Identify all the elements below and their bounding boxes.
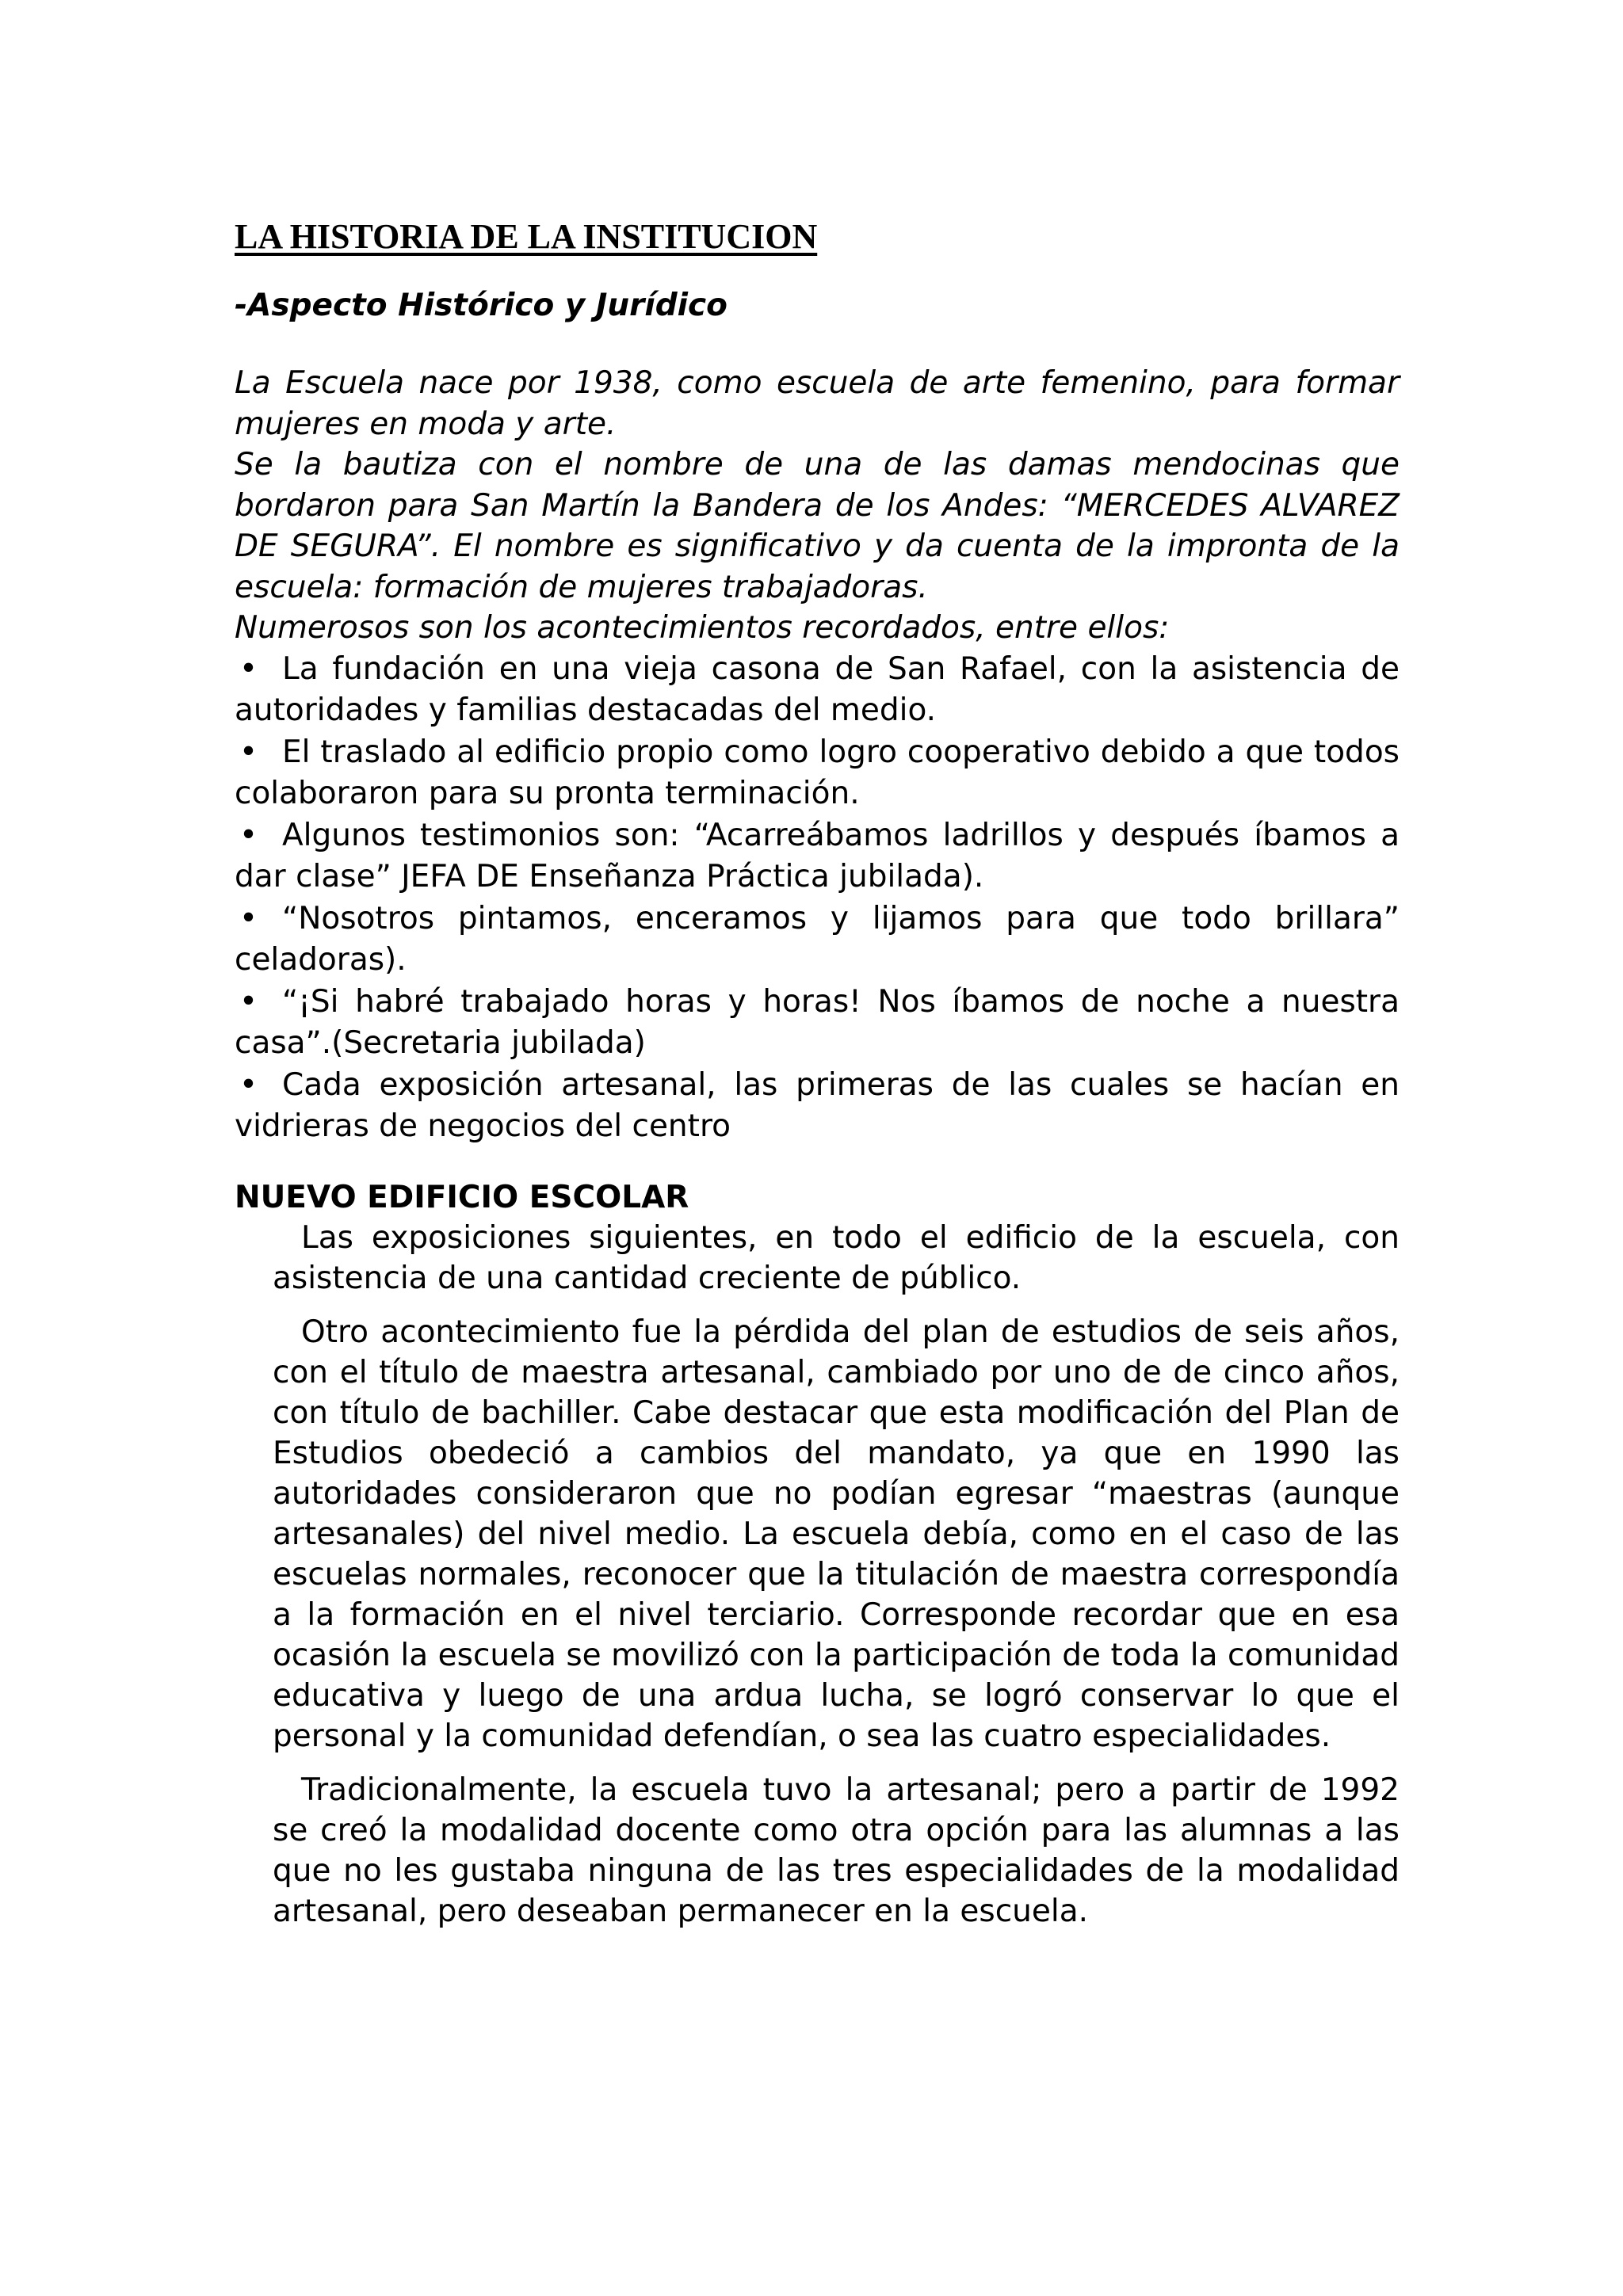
list-item-text: “Nosotros pintamos, enceramos y lijamos para que todo brillara” celadoras). [235,900,1400,978]
list-item [235,649,1400,731]
body-paragraph: Las exposiciones siguientes, en todo el edificio de la escuela, con asistencia de una cantidad creciente de público. [273,1219,1400,1296]
bullet-icon: • [239,734,258,770]
bullet-icon: • [239,817,258,853]
intro-paragraph: Numerosos son los acontecimientos recordados, entre ellos: [235,610,1170,646]
list-item-text: “¡Si habré trabajado horas y horas! Nos íbamos de noche a nuestra casa”.(Secretaria jubilada) [235,983,1400,1061]
bullet-icon: • [239,983,258,1020]
body-paragraph: Tradicionalmente, la escuela tuvo la artesanal; pero a partir de 1992 se creó la modalidad docente como otra opción para las alumnas a las que no les gustaba ninguna de las tres especialidades de la modalidad artesanal, pero deseaban permanecer en la escuela. [273,1772,1400,1929]
intro-paragraph: La Escuela nace por 1938, como escuela de arte femenino, para formar mujeres en moda y arte. [235,365,1400,442]
section-heading: NUEVO EDIFICIO ESCOLAR [235,1179,689,1215]
section-body [273,1218,1400,1932]
list-item [235,1065,1400,1147]
list-item [235,982,1400,1064]
document-subtitle: -Aspecto Histórico y Jurídico [235,288,727,323]
bullet-icon: • [239,900,258,936]
body-paragraph: Otro acontecimiento fue la pérdida del plan de estudios de seis años, con el título de maestra artesanal, cambiado por uno de de cinco años, con título de bachiller. Cabe destacar que esta modificación del Plan de Estudios obedeció a cambios del mandato, ya que en 1990 las autoridades consideraron que no podían egresar “maestras (aunque artesanales) del nivel medio. La escuela debía, como en el caso de las escuelas normales, reconocer que la titulación de maestra correspondía a la formación en el nivel terciario. Corresponde recordar que en esa ocasión la escuela se movilizó con la participación de toda la comunidad educativa y luego de una ardua lucha, se logró conservar lo que el personal y la comunidad defendían, o sea las cuatro especialidades. [273,1314,1400,1754]
intro-paragraph: Se la bautiza con el nombre de una de las damas mendocinas que bordaron para San Martín la Bandera de los Andes: “MERCEDES ALVAREZ DE SEGURA”. El nombre es significativo y da cuenta de la impronta de la escuela: formación de mujeres trabajadoras. [235,447,1400,605]
list-item [235,815,1400,898]
document-page [235,212,1400,1945]
document-title: LA HISTORIA DE LA INSTITUCION [235,217,818,256]
list-item [235,898,1400,981]
bullet-icon: • [239,650,258,687]
list-item-text: Cada exposición artesanal, las primeras de las cuales se hacían en vidrieras de negocios del centro [235,1066,1400,1144]
events-list [235,649,1400,1147]
intro-section [235,363,1400,649]
bullet-icon: • [239,1066,258,1103]
list-item-text: El traslado al edificio propio como logro cooperativo debido a que todos colaboraron para su pronta terminación. [235,734,1400,811]
list-item-text: Algunos testimonios son: “Acarreábamos ladrillos y después íbamos a dar clase” JEFA DE Enseñanza Práctica jubilada). [235,817,1400,894]
list-item [235,732,1400,814]
list-item-text: La fundación en una vieja casona de San Rafael, con la asistencia de autoridades y familias destacadas del medio. [235,650,1400,728]
